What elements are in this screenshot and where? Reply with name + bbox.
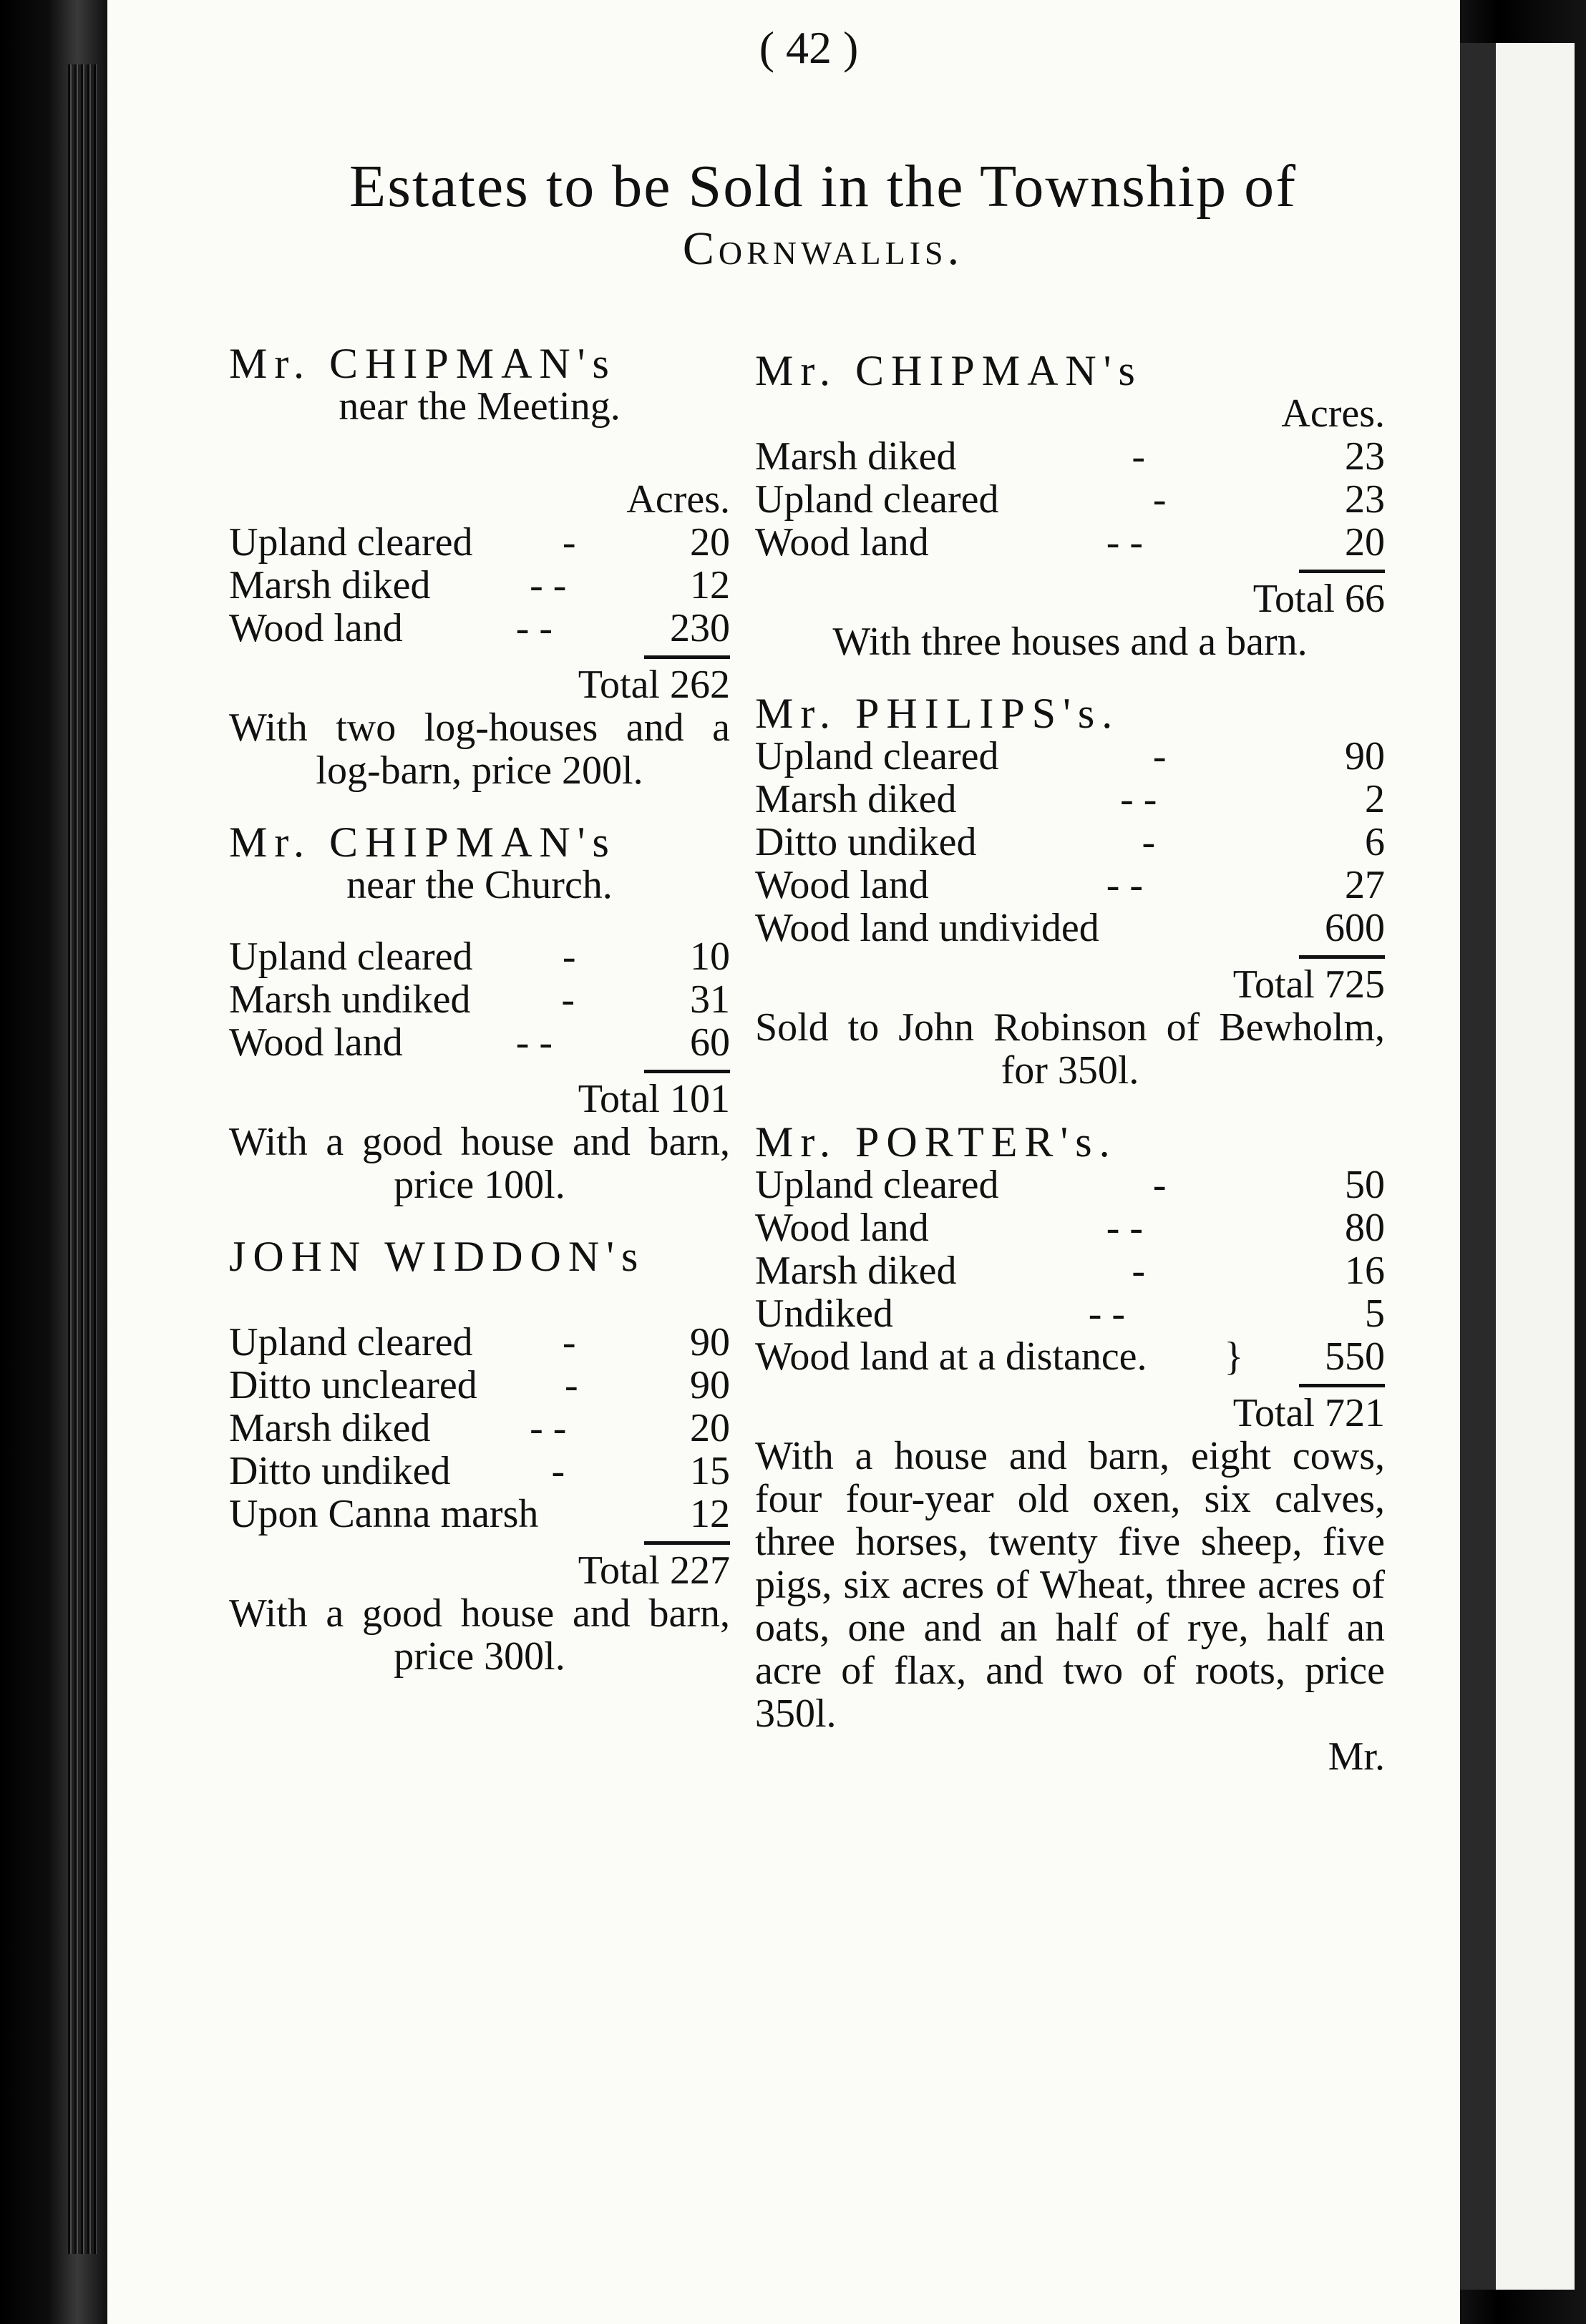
estate-note: Sold to John Robinson of Bewholm, for 350l. (755, 1005, 1385, 1093)
estate-note: With a house and barn, eight cows, four four-year old oxen, six calves, three horses, twenty five sheep, five pigs, six acres of Wheat, three acres of oats, one and an half of rye, half an acre of flax, and two of roots, price 350l. (755, 1434, 1385, 1736)
page-number: ( 42 ) (759, 22, 859, 73)
page-title: Estates to be Sold in the Township of (349, 153, 1298, 220)
total-rule (644, 1070, 730, 1073)
table-row: Upland cleared - 10 (229, 934, 730, 979)
estate-chipman-2 (755, 349, 1385, 663)
page-edges (68, 64, 97, 2254)
table-row: Upland cleared - 50 (755, 1163, 1385, 1207)
estate-header: Mr. PORTER's. (755, 1118, 1117, 1166)
estate-total: Total 721 (1232, 1391, 1385, 1435)
table-row: Upland cleared - 23 (755, 477, 1385, 522)
table-row: Ditto uncleared - 90 (229, 1363, 730, 1407)
estate-header: Mr. CHIPMAN's (755, 347, 1142, 394)
table-row: Wood land undivided 600 (755, 906, 1385, 950)
table-row: Marsh undiked - 31 (229, 977, 730, 1022)
book-page (107, 0, 1460, 2324)
estate-subheader: near the Church. (346, 863, 613, 907)
estate-header: Mr. CHIPMAN's (229, 340, 616, 387)
estate-total: Total 262 (578, 663, 730, 707)
facing-page-margin (1496, 43, 1575, 2290)
estate-note: With three houses and a barn. (832, 620, 1308, 664)
table-row: Wood land - - 80 (755, 1206, 1385, 1250)
catchword: Mr. (1328, 1734, 1385, 1779)
estate-total: Total 227 (578, 1548, 730, 1593)
estate-note: With two log-houses and a log-barn, price 200l. (229, 706, 730, 793)
estate-note: With a good house and barn, price 100l. (229, 1120, 730, 1207)
total-rule (1299, 1384, 1385, 1387)
total-rule (1299, 955, 1385, 959)
estate-header: Mr. CHIPMAN's (229, 819, 616, 866)
left-column (229, 342, 730, 1678)
estate-philips (755, 692, 1385, 1092)
table-row: Ditto undiked - 6 (755, 820, 1385, 864)
estate-chipman-church (229, 821, 730, 1206)
table-row: Marsh diked - 23 (755, 434, 1385, 479)
book-spine (0, 0, 107, 2324)
estate-total: Total 66 (1252, 577, 1385, 621)
table-row: Upland cleared - 20 (229, 520, 730, 565)
table-row: Ditto undiked - 15 (229, 1449, 730, 1493)
estate-header: JOHN WIDDON's (229, 1233, 646, 1280)
table-row: Wood land - - 60 (229, 1020, 730, 1065)
estate-widdon (229, 1235, 730, 1678)
table-row: Marsh diked - - 12 (229, 563, 730, 607)
table-row: Upon Canna marsh 12 (229, 1492, 730, 1536)
right-column (755, 349, 1385, 1778)
table-row: Wood land - - 230 (229, 606, 730, 650)
table-row: Wood land - - 27 (755, 863, 1385, 907)
acres-label: Acres. (626, 477, 730, 522)
table-row: Upland cleared - 90 (229, 1320, 730, 1364)
total-rule (644, 1541, 730, 1545)
facing-page-shadow (1460, 43, 1496, 2290)
table-row: Marsh diked - - 2 (755, 777, 1385, 821)
table-row: Undiked - - 5 (755, 1292, 1385, 1336)
estate-header: Mr. PHILIPS's. (755, 690, 1120, 737)
table-row: Marsh diked - 16 (755, 1249, 1385, 1293)
table-row: Upland cleared - 90 (755, 734, 1385, 778)
estate-total: Total 725 (1232, 962, 1385, 1007)
table-row: Marsh diked - - 20 (229, 1406, 730, 1450)
estate-subheader: near the Meeting. (339, 384, 621, 429)
estate-note: With a good house and barn, price 300l. (229, 1591, 730, 1679)
estate-porter (755, 1120, 1385, 1778)
acres-label: Acres. (1281, 391, 1385, 436)
table-row: Wood land - - 20 (755, 520, 1385, 565)
page-subtitle: Cornwallis. (682, 223, 964, 275)
estate-chipman-meeting (229, 342, 730, 792)
estate-total: Total 101 (578, 1077, 730, 1121)
total-rule (1299, 570, 1385, 573)
table-row: Wood land at a distance. } 550 (755, 1334, 1385, 1379)
total-rule (644, 655, 730, 659)
